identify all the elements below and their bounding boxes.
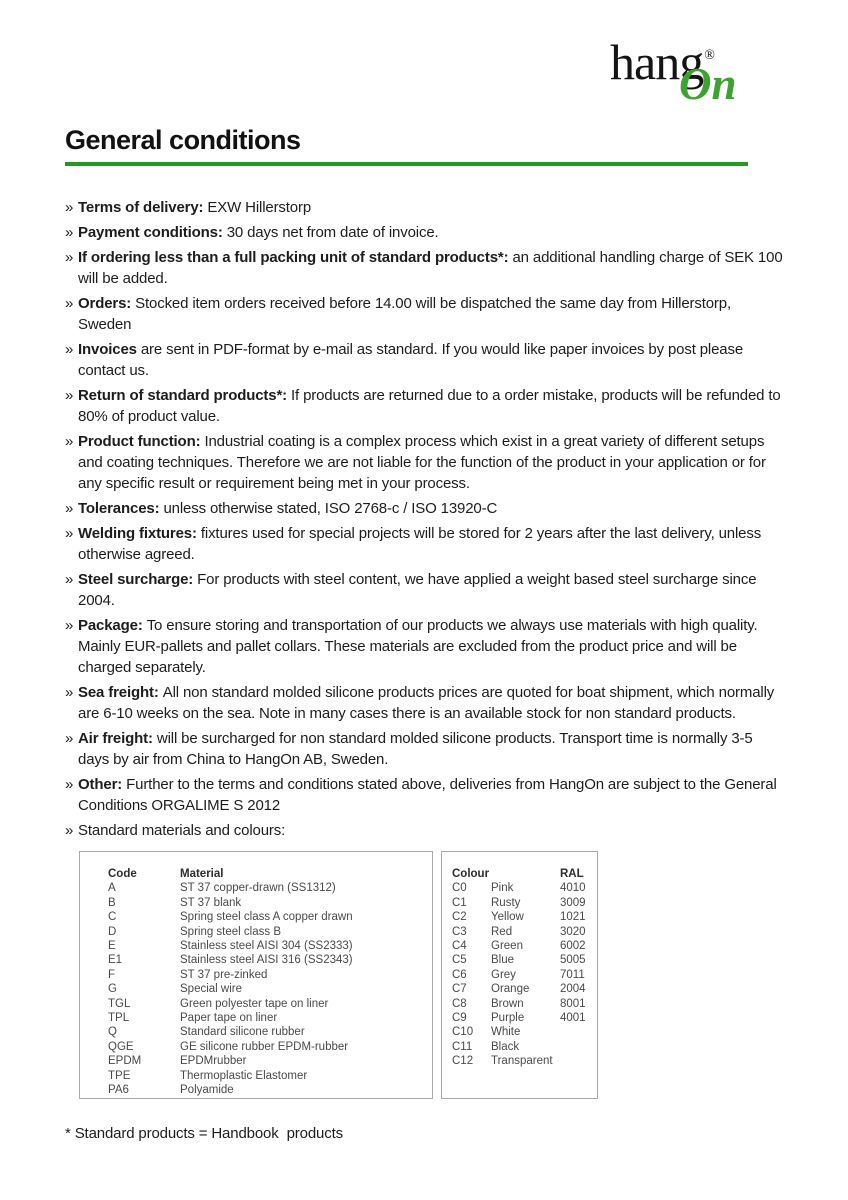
green-divider-rule <box>65 162 748 166</box>
material-row <box>108 1040 432 1054</box>
condition-label: Other: <box>78 776 127 793</box>
bullet-marker: » <box>65 295 74 312</box>
material-row <box>108 939 432 953</box>
material-name: Spring steel class B <box>180 925 281 938</box>
colour-name: Purple <box>491 1012 525 1025</box>
bullet-marker: » <box>65 199 74 216</box>
material-code: E1 <box>108 954 123 967</box>
material-name: Stainless steel AISI 316 (SS2343) <box>180 954 353 967</box>
materials-table <box>79 851 433 1099</box>
condition-text: Industrial coating is a complex process which exist in a great variety of different setups and coating techniques. Therefore we are not liable for the function of the product in your application or for any specific result or requirement being met in your process. <box>78 433 766 492</box>
condition-label: Tolerances: <box>78 500 164 517</box>
colour-row <box>452 896 597 910</box>
material-code: EPDM <box>108 1055 142 1068</box>
condition-text: Stocked item orders received before 14.00 will be dispatched the same day from Hillerstorp, Sweden <box>78 295 731 333</box>
colour-row <box>452 939 597 953</box>
material-name: Polyamide <box>180 1084 234 1097</box>
material-name: Paper tape on liner <box>180 1012 278 1025</box>
logo-wordmark-on: On <box>679 59 737 109</box>
colour-code: C10 <box>452 1026 474 1039</box>
colour-ral <box>560 1040 597 1054</box>
colour-row <box>452 968 597 982</box>
material-code: C <box>108 911 117 924</box>
material-name: Stainless steel AISI 304 (SS2333) <box>180 940 353 953</box>
registered-trademark-icon: ® <box>704 48 715 63</box>
condition-text: All non standard molded silicone products prices are quoted for boat shipment, which normally are 6-10 weeks on the sea. Note in many cases there is an available stock for non standard products. <box>78 684 775 722</box>
material-code: D <box>108 925 117 938</box>
condition-text: Further to the terms and conditions stated above, deliveries from HangOn are subject to the General Conditions ORGALIME S 2012 <box>78 776 777 814</box>
condition-label: Air freight: <box>78 730 157 747</box>
colour-code: C9 <box>452 1012 467 1025</box>
colour-row <box>452 1040 597 1054</box>
colour-ral: 6002 <box>560 940 586 953</box>
material-row <box>108 997 432 1011</box>
colour-row <box>452 925 597 939</box>
material-name: Standard silicone rubber <box>180 1026 305 1039</box>
colour-code: C2 <box>452 911 467 924</box>
colour-ral: 5005 <box>560 954 586 967</box>
colour-ral: 3009 <box>560 896 586 909</box>
colour-code: C0 <box>452 882 467 895</box>
colour-name: Pink <box>491 882 514 895</box>
content-column <box>65 125 783 1142</box>
colour-code: C6 <box>452 968 467 981</box>
material-row <box>108 881 432 895</box>
colour-name: Blue <box>491 954 515 967</box>
bullet-marker: » <box>65 525 74 542</box>
colours-header-colour: Colour <box>452 868 490 880</box>
colour-name: Yellow <box>491 911 524 924</box>
material-code: E <box>108 940 116 953</box>
material-code: G <box>108 983 117 996</box>
condition-text: To ensure storing and transportation of our products we always use materials with high quality. Mainly EUR-pallets and pallet collars. These materials are excluded from the product price and will be charged separately. <box>78 617 758 676</box>
condition-label: If ordering less than a full packing unit of standard products*: <box>78 249 513 266</box>
bullet-marker: » <box>65 571 74 588</box>
condition-text: fixtures used for special projects will be stored for 2 years after the last delivery, unless otherwise agreed. <box>78 525 762 563</box>
colour-code: C7 <box>452 983 467 996</box>
condition-item <box>65 820 783 841</box>
condition-item <box>65 339 783 381</box>
footnote: * Standard products = Handbook products <box>65 1125 343 1142</box>
condition-label: Terms of delivery: <box>78 199 208 216</box>
colour-name: White <box>491 1026 521 1039</box>
colour-ral: 4001 <box>560 1012 586 1025</box>
condition-item <box>65 615 783 678</box>
material-row <box>108 910 432 924</box>
material-row <box>108 925 432 939</box>
hangon-logo <box>610 34 770 109</box>
condition-label: Payment conditions: <box>78 224 227 241</box>
condition-text: 30 days net from date of invoice. <box>226 224 439 241</box>
colour-name: Black <box>491 1040 520 1053</box>
bullet-marker: » <box>65 433 74 450</box>
colour-ral: 8001 <box>560 997 586 1010</box>
condition-text: Standard materials and colours: <box>78 822 286 839</box>
material-name: Thermoplastic Elastomer <box>180 1069 308 1082</box>
condition-text: are sent in PDF-format by e-mail as standard. If you would like paper invoices by post please contact us. <box>78 341 744 379</box>
material-name: ST 37 copper-drawn (SS1312) <box>180 882 336 895</box>
material-name: EPDMrubber <box>180 1055 247 1068</box>
colour-ral: 2004 <box>560 983 586 996</box>
condition-text: an additional handling charge of SEK 100 will be added. <box>78 249 783 287</box>
colour-ral: 1021 <box>560 911 586 924</box>
bullet-marker: » <box>65 730 74 747</box>
material-name: Special wire <box>180 983 242 996</box>
colour-code: C4 <box>452 940 467 953</box>
condition-label: Steel surcharge: <box>78 571 198 588</box>
condition-text: EXW Hillerstorp <box>207 199 312 216</box>
colour-ral <box>560 1025 597 1039</box>
bullet-marker: » <box>65 776 74 793</box>
material-row <box>108 1054 432 1068</box>
condition-label: Welding fixtures: <box>78 525 201 542</box>
colour-row <box>452 1025 597 1039</box>
colour-name: Orange <box>491 983 530 996</box>
bullet-marker: » <box>65 617 74 634</box>
material-code: A <box>108 882 116 895</box>
material-code: QGE <box>108 1040 134 1053</box>
condition-item <box>65 293 783 335</box>
condition-label: Return of standard products*: <box>78 387 292 404</box>
material-name: GE silicone rubber EPDM-rubber <box>180 1040 349 1053</box>
condition-label: Invoices <box>78 341 141 358</box>
material-row <box>108 1069 432 1083</box>
colour-name: Rusty <box>491 896 521 909</box>
colour-name: Brown <box>491 997 524 1010</box>
condition-item <box>65 498 783 519</box>
colours-header-ral: RAL <box>560 868 584 880</box>
condition-item <box>65 728 783 770</box>
colours-table-header <box>452 867 597 881</box>
condition-item <box>65 222 783 243</box>
condition-item <box>65 431 783 494</box>
colour-code: C8 <box>452 997 467 1010</box>
condition-label: Package: <box>78 617 147 634</box>
condition-label: Product function: <box>78 433 205 450</box>
colours-table-body <box>452 881 597 1068</box>
colour-ral: 7011 <box>560 968 585 981</box>
condition-item <box>65 523 783 565</box>
bullet-marker: » <box>65 224 74 241</box>
material-name: Spring steel class A copper drawn <box>180 911 353 924</box>
material-name: ST 37 pre-zinked <box>180 968 268 981</box>
colour-name: Grey <box>491 968 516 981</box>
bullet-marker: » <box>65 341 74 358</box>
bullet-marker: » <box>65 500 74 517</box>
colour-code: C1 <box>452 896 467 909</box>
material-name: Green polyester tape on liner <box>180 997 329 1010</box>
condition-item <box>65 774 783 816</box>
colour-code: C11 <box>452 1040 473 1053</box>
material-row <box>108 1011 432 1025</box>
logo-hang-text: hang <box>610 34 704 90</box>
colours-table <box>441 851 598 1099</box>
colour-code: C12 <box>452 1055 474 1068</box>
condition-text: For products with steel content, we have applied a weight based steel surcharge since 2004. <box>78 571 757 609</box>
colour-name: Red <box>491 925 513 938</box>
page-title: General conditions <box>65 125 301 155</box>
material-row <box>108 1025 432 1039</box>
material-code: PA6 <box>108 1084 129 1097</box>
material-row <box>108 968 432 982</box>
colour-row <box>452 953 597 967</box>
colour-ral: 3020 <box>560 925 586 938</box>
colour-row <box>452 1011 597 1025</box>
condition-item <box>65 569 783 611</box>
condition-text: will be surcharged for non standard molded silicone products. Transport time is normally 3-5 days by air from China to HangOn AB, Sweden. <box>78 730 753 768</box>
material-code: F <box>108 968 116 981</box>
condition-label: Sea freight: <box>78 684 163 701</box>
material-row <box>108 1083 432 1097</box>
material-row <box>108 896 432 910</box>
condition-item <box>65 385 783 427</box>
materials-table-header <box>108 867 432 881</box>
bullet-marker: » <box>65 822 74 839</box>
condition-item <box>65 197 783 218</box>
conditions-list <box>65 197 783 841</box>
colour-row <box>452 997 597 1011</box>
bullet-marker: » <box>65 249 74 266</box>
colour-code: C5 <box>452 954 467 967</box>
condition-text: If products are returned due to a order mistake, products will be refunded to 80% of product value. <box>78 387 781 425</box>
condition-text: unless otherwise stated, ISO 2768-c / ISO 13920-C <box>163 500 498 517</box>
material-code: TGL <box>108 997 131 1010</box>
materials-header-material: Material <box>180 868 224 880</box>
condition-label: Orders: <box>78 295 136 312</box>
material-code: B <box>108 896 116 909</box>
bullet-marker: » <box>65 387 74 404</box>
colour-code: C3 <box>452 925 467 938</box>
condition-item <box>65 682 783 724</box>
colour-row <box>452 982 597 996</box>
colour-ral <box>560 1054 597 1068</box>
bullet-marker: » <box>65 684 74 701</box>
material-name: ST 37 blank <box>180 896 242 909</box>
colour-name: Transparent <box>491 1055 553 1068</box>
material-row <box>108 953 432 967</box>
colour-row <box>452 881 597 895</box>
colour-name: Green <box>491 940 523 953</box>
condition-item <box>65 247 783 289</box>
material-code: TPL <box>108 1012 130 1025</box>
material-code: Q <box>108 1026 117 1039</box>
material-code: TPE <box>108 1069 131 1082</box>
colour-row <box>452 910 597 924</box>
material-row <box>108 982 432 996</box>
materials-table-body <box>108 881 432 1097</box>
colour-ral: 4010 <box>560 882 586 895</box>
materials-header-code: Code <box>108 868 137 880</box>
colour-row <box>452 1054 597 1068</box>
standard-materials-tables <box>79 851 783 1099</box>
